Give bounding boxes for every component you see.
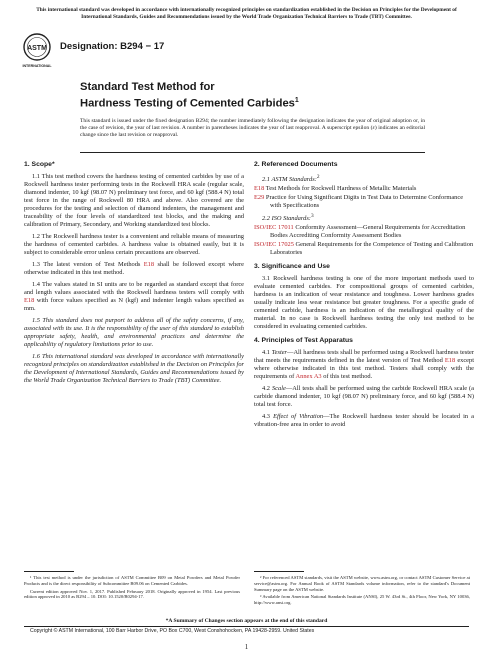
summary-of-changes-note: *A Summary of Changes section appears at the end of this standard — [165, 618, 328, 624]
para-4-1: 4.1 Tester—All hardness tests shall be performed using a Rockwell hardness tester that meets the requirements defined in the latest version of Test Method E18 except where otherwise indicated in this test method. Testers shall comply with the requirements of Annex A3 of this test method. — [254, 349, 474, 381]
right-column — [254, 161, 474, 433]
iso-standards-subheading: 2.2 ISO Standards:$^3$ — [262, 213, 314, 223]
link-e18[interactable]: E18 — [444, 357, 456, 365]
link-annex-a3[interactable]: Annex A3 — [295, 373, 322, 381]
footnotes-right — [254, 575, 470, 608]
reference-item — [254, 185, 474, 193]
title-footnote-mark: 1 — [294, 97, 299, 104]
astm-reference-list — [254, 185, 474, 210]
principles-heading: 4. Principles of Test Apparatus — [254, 337, 353, 345]
para-3-1: 3.1 Rockwell hardness testing is one of the more important methods used to evaluate cemented carbides. For compositional groups of cemented carbides, hardness is an indication of wear resistance and toughness. Lower hardness grades usually indicate less wear resistance but greater toughness. For a specific grade of cemented carbide, hardness is an indication of the metallurgical quality of the material. In no case is Rockwell hardness testing the only test method to be considered in evaluating cemented carbides. — [254, 275, 474, 331]
reference-link[interactable]: E29 — [254, 194, 265, 202]
reference-title: Practice for Using Significant Digits in Test Data to Determine Conformance with Specifications — [264, 194, 464, 210]
reference-item — [254, 241, 474, 257]
para-1-3: 1.3 The latest version of Test Methods E18 shall be followed except where otherwise indicated in this test method. — [24, 261, 244, 276]
para-1-6: 1.6 This international standard was developed in accordance with internationally recognized principles on standardization established in the Decision on Principles for the Development of International Standards, Guides and Recommendations issued by the World Trade Organization Technical Barriers to Trade (TBT) Committee. — [24, 353, 244, 384]
reference-title: General Requirements for the Competence of Testing and Calibration Laboratories — [270, 241, 474, 257]
scope-heading: 1. Scope* — [24, 161, 55, 168]
reference-link[interactable]: ISO/IEC 17011 — [254, 224, 294, 232]
para-1-1: 1.1 This test method covers the hardness testing of cemented carbides by use of a Rockwell hardness tester performing tests in the Rockwell HRA scale (regular scale, diamond indenter, 10 kgf (98.07 N) preliminary test force, and 60 kgf (588.4 N) total test force in the range of Rockwell 80 HRA and above. Also covered are the procedures for the testing and selection of diamond indenters, the management and traceability of the four levels of standardized test blocks, and the making and calibration of Primary, Secondary, and Working standardized test blocks. — [24, 173, 244, 228]
title-line-1: Standard Test Method for — [80, 81, 215, 93]
reference-item — [254, 194, 474, 210]
significance-heading: 3. Significance and Use — [254, 263, 330, 271]
logo-text: ASTM — [27, 45, 47, 52]
astm-logo-icon — [22, 32, 52, 70]
para-4-2: 4.2 Scale—All tests shall be performed using the carbide Rockwell HRA scale (a carbide diamond indenter, 10 kgf (98.07 N) preliminary force, and 60 kgf (588.4 N) total test force. — [254, 385, 474, 409]
para-4-3: 4.3 Effect of Vibration—The Rockwell hardness tester should be located in a vibration-free area in order to avoid — [254, 413, 475, 429]
left-column — [24, 161, 244, 389]
copyright-line: Copyright © ASTM International, 100 Barr Harbor Drive, PO Box C700, West Conshohocken, PA 19428-2959. United States — [30, 628, 315, 634]
footnote-divider — [254, 571, 304, 572]
referenced-documents-heading: 2. Referenced Documents — [254, 161, 338, 168]
document-title — [80, 80, 299, 111]
reference-link[interactable]: E18 — [254, 185, 265, 193]
para-1-5: 1.5 This standard does not purport to address all of the safety concerns, if any, associated with its use. It is the responsibility of the user of this standard to establish appropriate safety, health, and environmental practices and determine the applicability of regulatory limitations prior to use. — [24, 317, 244, 348]
title-line-2: Hardness Testing of Cemented Carbides — [80, 97, 295, 110]
link-e18[interactable]: E18 — [143, 261, 155, 268]
reference-item — [254, 224, 474, 240]
reference-title: Conformity Assessment—General Requirements for Accreditation Bodies Accrediting Conformity Assessment Bodies — [270, 224, 466, 240]
logo-subtext: INTERNATIONAL — [22, 64, 52, 68]
divider — [80, 152, 425, 153]
footnote-divider — [24, 571, 74, 572]
para-1-4: 1.4 The values stated in SI units are to be regarded as standard except that force and length values associated with the Rockwell hardness testers will comply with E18 with force values specified as N (kgf) and indenter length values specified as mm. — [24, 281, 244, 312]
footnotes-left — [24, 575, 240, 602]
designation: Designation: B294 − 17 — [60, 41, 165, 52]
iso-reference-list — [254, 224, 474, 257]
para-1-2: 1.2 The Rockwell hardness tester is a convenient and reliable means of measuring the hardness of cemented carbides. A hardness value is obtained easily, but it is subject to considerable error unless certain precautions are observed. — [24, 233, 244, 256]
top-notice: This international standard was developed in accordance with internationally recognized principles on standardization established in the Decision on Principles for the Development of International Standards, Guides and Recommendations issued by the World Trade Organization Technical Barriers to Trade (TBT) Committee. — [36, 7, 457, 20]
issuance-note: This standard is issued under the fixed designation B294; the number immediately following the designation indicates the year of original adoption or, in the case of revision, the year of last revision. A number in parentheses indicates the year of last reapproval. A superscript epsilon (ε) indicates an editorial change since the last revision or reapproval. — [80, 118, 425, 138]
reference-title: Test Methods for Rockwell Hardness of Metallic Materials — [264, 185, 417, 193]
astm-standards-subheading: 2.1 ASTM Standards:$^2$ — [262, 174, 320, 184]
footnote: ³ Available from American National Standards Institute (ANSI), 25 W. 43rd St., 4th Floor, New York, NY 10036, http://www.ansi.org. — [254, 594, 470, 606]
reference-link[interactable]: ISO/IEC 17025 — [254, 241, 294, 249]
footnote: Current edition approved Nov. 1, 2017. Published February 2018. Originally approved in 1954. Last previous edition approved in 2010 as B294 – 10. DOI: 10.1520/B0294-17. — [24, 588, 240, 600]
link-e18[interactable]: E18 — [24, 297, 35, 304]
footnote: ¹ This test method is under the jurisdiction of ASTM Committee B09 on Metal Powders and Metal Powder Products and is the direct responsibility of Subcommittee B09.06 on Cemented Carbides. — [24, 575, 240, 586]
page-number: 1 — [244, 643, 249, 651]
footnote: ² For referenced ASTM standards, visit the ASTM website, www.astm.org, or contact ASTM Customer Service at service@astm.org. For Annual Book of ASTM Standards volume information, refer to the standard's Document Summary page on the ASTM website. — [254, 575, 470, 592]
bottom-divider — [24, 626, 469, 627]
